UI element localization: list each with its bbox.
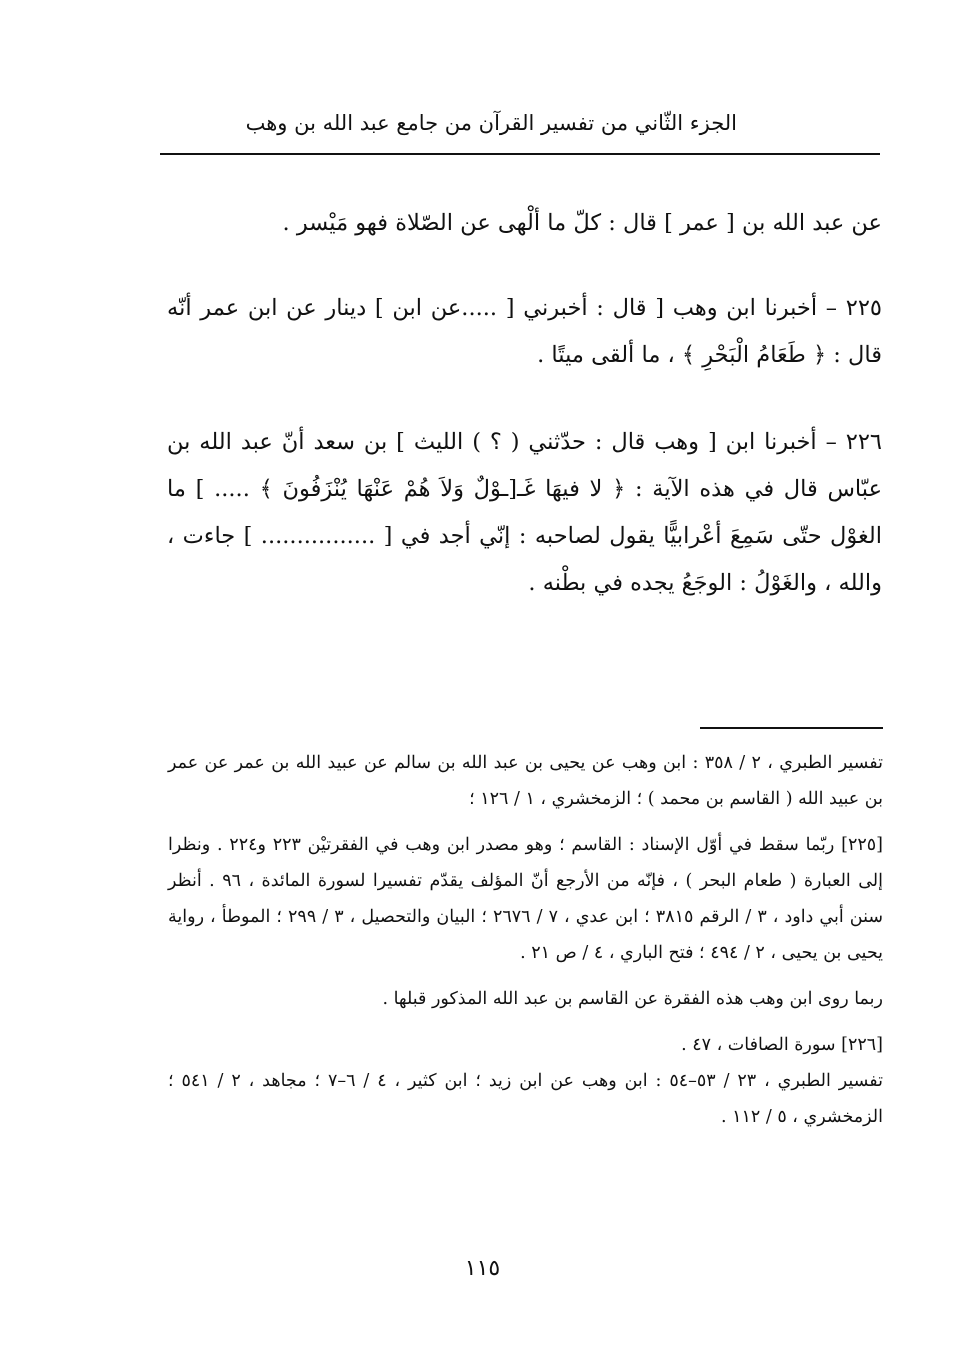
footnote-226: [٢٢٦] سورة الصافات ، ٤٧ . [681, 1035, 883, 1055]
header-rule [160, 153, 880, 155]
running-header: الجزء الثّاني من تفسير القرآن من جامع عبد الله بن وهب [245, 111, 737, 135]
footnotes [168, 745, 883, 1135]
paragraph-continuation: عن عبد الله بن [ عمر ] قال : كلّ ما ألْهى عن الصّلاة فهو مَيْسر . [282, 210, 882, 236]
main-text [167, 200, 882, 607]
footnote-rule [700, 727, 883, 729]
paragraph-225: ٢٢٥ – أخبرنا ابن وهب [ قال : أخبرني [ .....عن ابن ] دينار عن ابن عمر أنّه قال : ﴿ طَعَامُ الْبَحْرِ ﴾ ، ما ألقى ميتًا . [167, 295, 882, 368]
footnote-224-refs: تفسير الطبري ، ٢ / ٣٥٨ : ابن وهب عن يحيى بن عبد الله بن سالم عن عبيد الله بن عمر عن عمر بن عبيد الله ( القاسم بن محمد ) ؛ الزمخشري ، ١ / ١٢٦ ؛ [168, 753, 883, 809]
paragraph-226: ٢٢٦ – أخبرنا ابن [ وهب قال : حدّثني ( ؟ ) الليث ] بن سعد أنّ عبد الله بن عبّاس قال في هذه الآية : ﴿ لا فيهَا غَـ[ـوْلٌ وَلاَ هُمْ عَنْهَا يُنْزَفُونَ ﴾ ..... ] ما الغوْل حتّى سَمِعَ أعْرابيًّا يقول لصاحبه : إنّي أجد في [ ................ ] جاءت ، والله ، والغَوْلُ : الوجَعُ يجده في بطْنه . [167, 429, 882, 596]
footnote-225: [٢٢٥] ربّما سقط في أوّل الإسناد : القاسم ؛ وهو مصدر ابن وهب في الفقرتيْن ٢٢٣ و٢٢٤ . ونظرا إلى العبارة ( طعام البحر ) ، فإنّه من الأرجع أنّ المؤلف يقدّم تفسيرا لسورة المائدة ، ٩٦ . أنظر سنن أبي داود ، ٣ / الرقم ٣٨١٥ ؛ ابن عدي ، ٧ / ٢٦٧٦ ؛ البيان والتحصيل ، ٣ / ٢٩٩ ؛ الموطأ ، رواية يحيى بن يحيى ، ٢ / ٤٩٤ ؛ فتح الباري ، ٤ / ص ٢١ . [168, 835, 884, 963]
page-number: ١١٥ [464, 1256, 501, 1281]
footnote-225-extra: ربما روى ابن وهب هذه الفقرة عن القاسم بن عبد الله المذكور قبلها . [382, 989, 883, 1009]
footnote-226-refs: تفسير الطبري ، ٢٣ / ٥٣–٥٤ : ابن وهب عن ابن زيد ؛ ابن كثير ، ٤ / ٦–٧ ؛ مجاهد ، ٢ / ٥٤١ ؛ الزمخشري ، ٥ / ١١٢ . [168, 1071, 883, 1127]
